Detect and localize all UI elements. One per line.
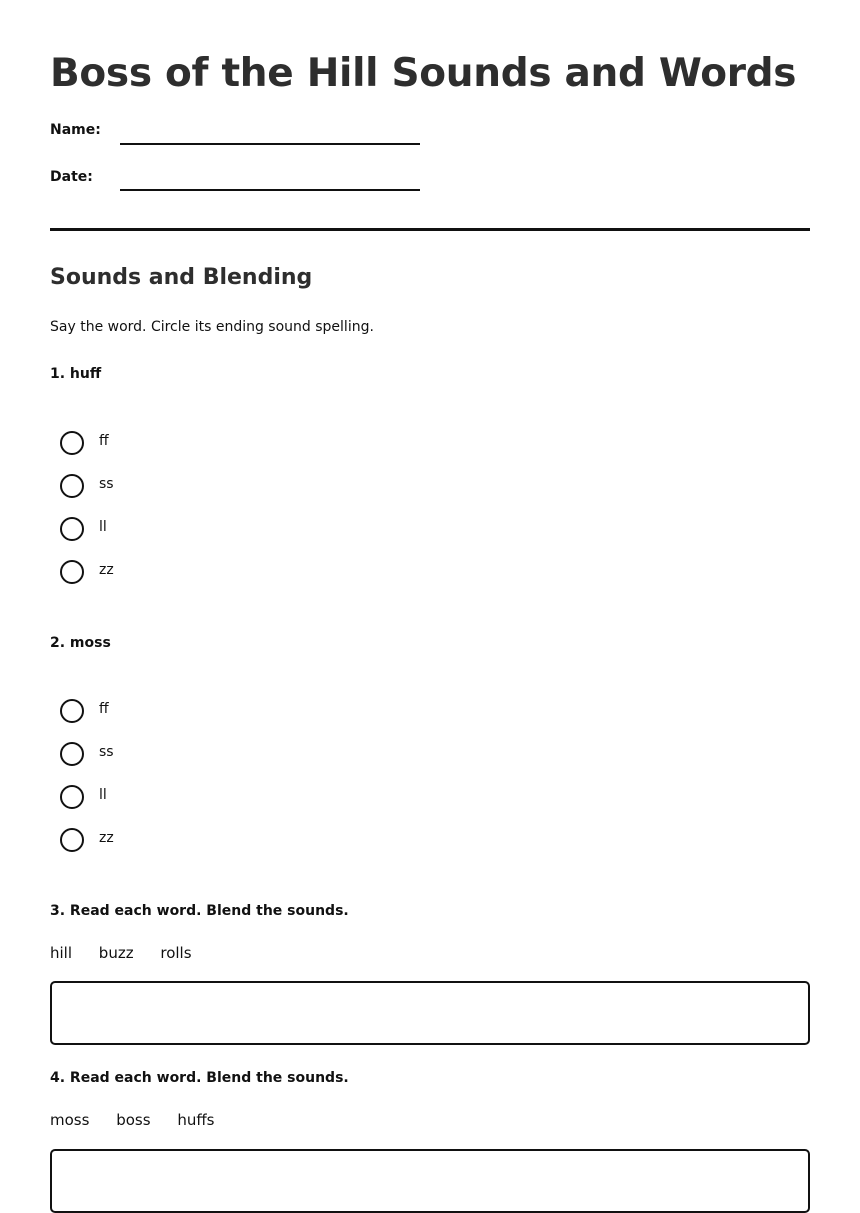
option-label: ll: [99, 519, 107, 535]
word: buzz: [98, 944, 134, 962]
section-title: Sounds and Blending: [50, 265, 313, 290]
option-label: ss: [99, 744, 114, 760]
question-1-prompt: 1. huff: [50, 366, 102, 382]
radio-circle-icon[interactable]: [60, 560, 84, 584]
word: rolls: [160, 944, 192, 962]
option-label: zz: [99, 562, 114, 578]
question-1-option-ll[interactable]: [60, 517, 260, 541]
question-2-option-ll[interactable]: [60, 785, 260, 809]
question-4-words: [50, 1111, 237, 1129]
date-label: Date:: [50, 169, 93, 185]
question-4-prompt: 4. Read each word. Blend the sounds.: [50, 1070, 349, 1086]
radio-circle-icon[interactable]: [60, 742, 84, 766]
page-title: Boss of the Hill Sounds and Words: [50, 51, 797, 96]
word: hill: [50, 944, 73, 962]
radio-circle-icon[interactable]: [60, 517, 84, 541]
name-label: Name:: [50, 122, 101, 138]
question-2-prompt: 2. moss: [50, 635, 111, 651]
option-label: zz: [99, 830, 114, 846]
radio-circle-icon[interactable]: [60, 785, 84, 809]
option-label: ff: [99, 701, 109, 717]
word: boss: [116, 1111, 151, 1129]
radio-circle-icon[interactable]: [60, 699, 84, 723]
name-field[interactable]: [120, 143, 420, 145]
option-label: ll: [99, 787, 107, 803]
section-instructions: Say the word. Circle its ending sound spelling.: [50, 319, 374, 335]
question-2-option-ff[interactable]: [60, 699, 260, 723]
question-3-prompt: 3. Read each word. Blend the sounds.: [50, 903, 349, 919]
question-3-answer-box[interactable]: [50, 981, 810, 1045]
word: moss: [50, 1111, 90, 1129]
question-1-option-ss[interactable]: [60, 474, 260, 498]
option-label: ss: [99, 476, 114, 492]
radio-circle-icon[interactable]: [60, 431, 84, 455]
question-2-option-zz[interactable]: [60, 828, 260, 852]
question-1-option-ff[interactable]: [60, 431, 260, 455]
question-4-answer-box[interactable]: [50, 1149, 810, 1213]
radio-circle-icon[interactable]: [60, 828, 84, 852]
question-1-option-zz[interactable]: [60, 560, 260, 584]
radio-circle-icon[interactable]: [60, 474, 84, 498]
option-label: ff: [99, 433, 109, 449]
date-field[interactable]: [120, 189, 420, 191]
question-3-words: [50, 944, 214, 962]
word: huffs: [177, 1111, 215, 1129]
question-2-option-ss[interactable]: [60, 742, 260, 766]
header-divider: [50, 228, 810, 231]
